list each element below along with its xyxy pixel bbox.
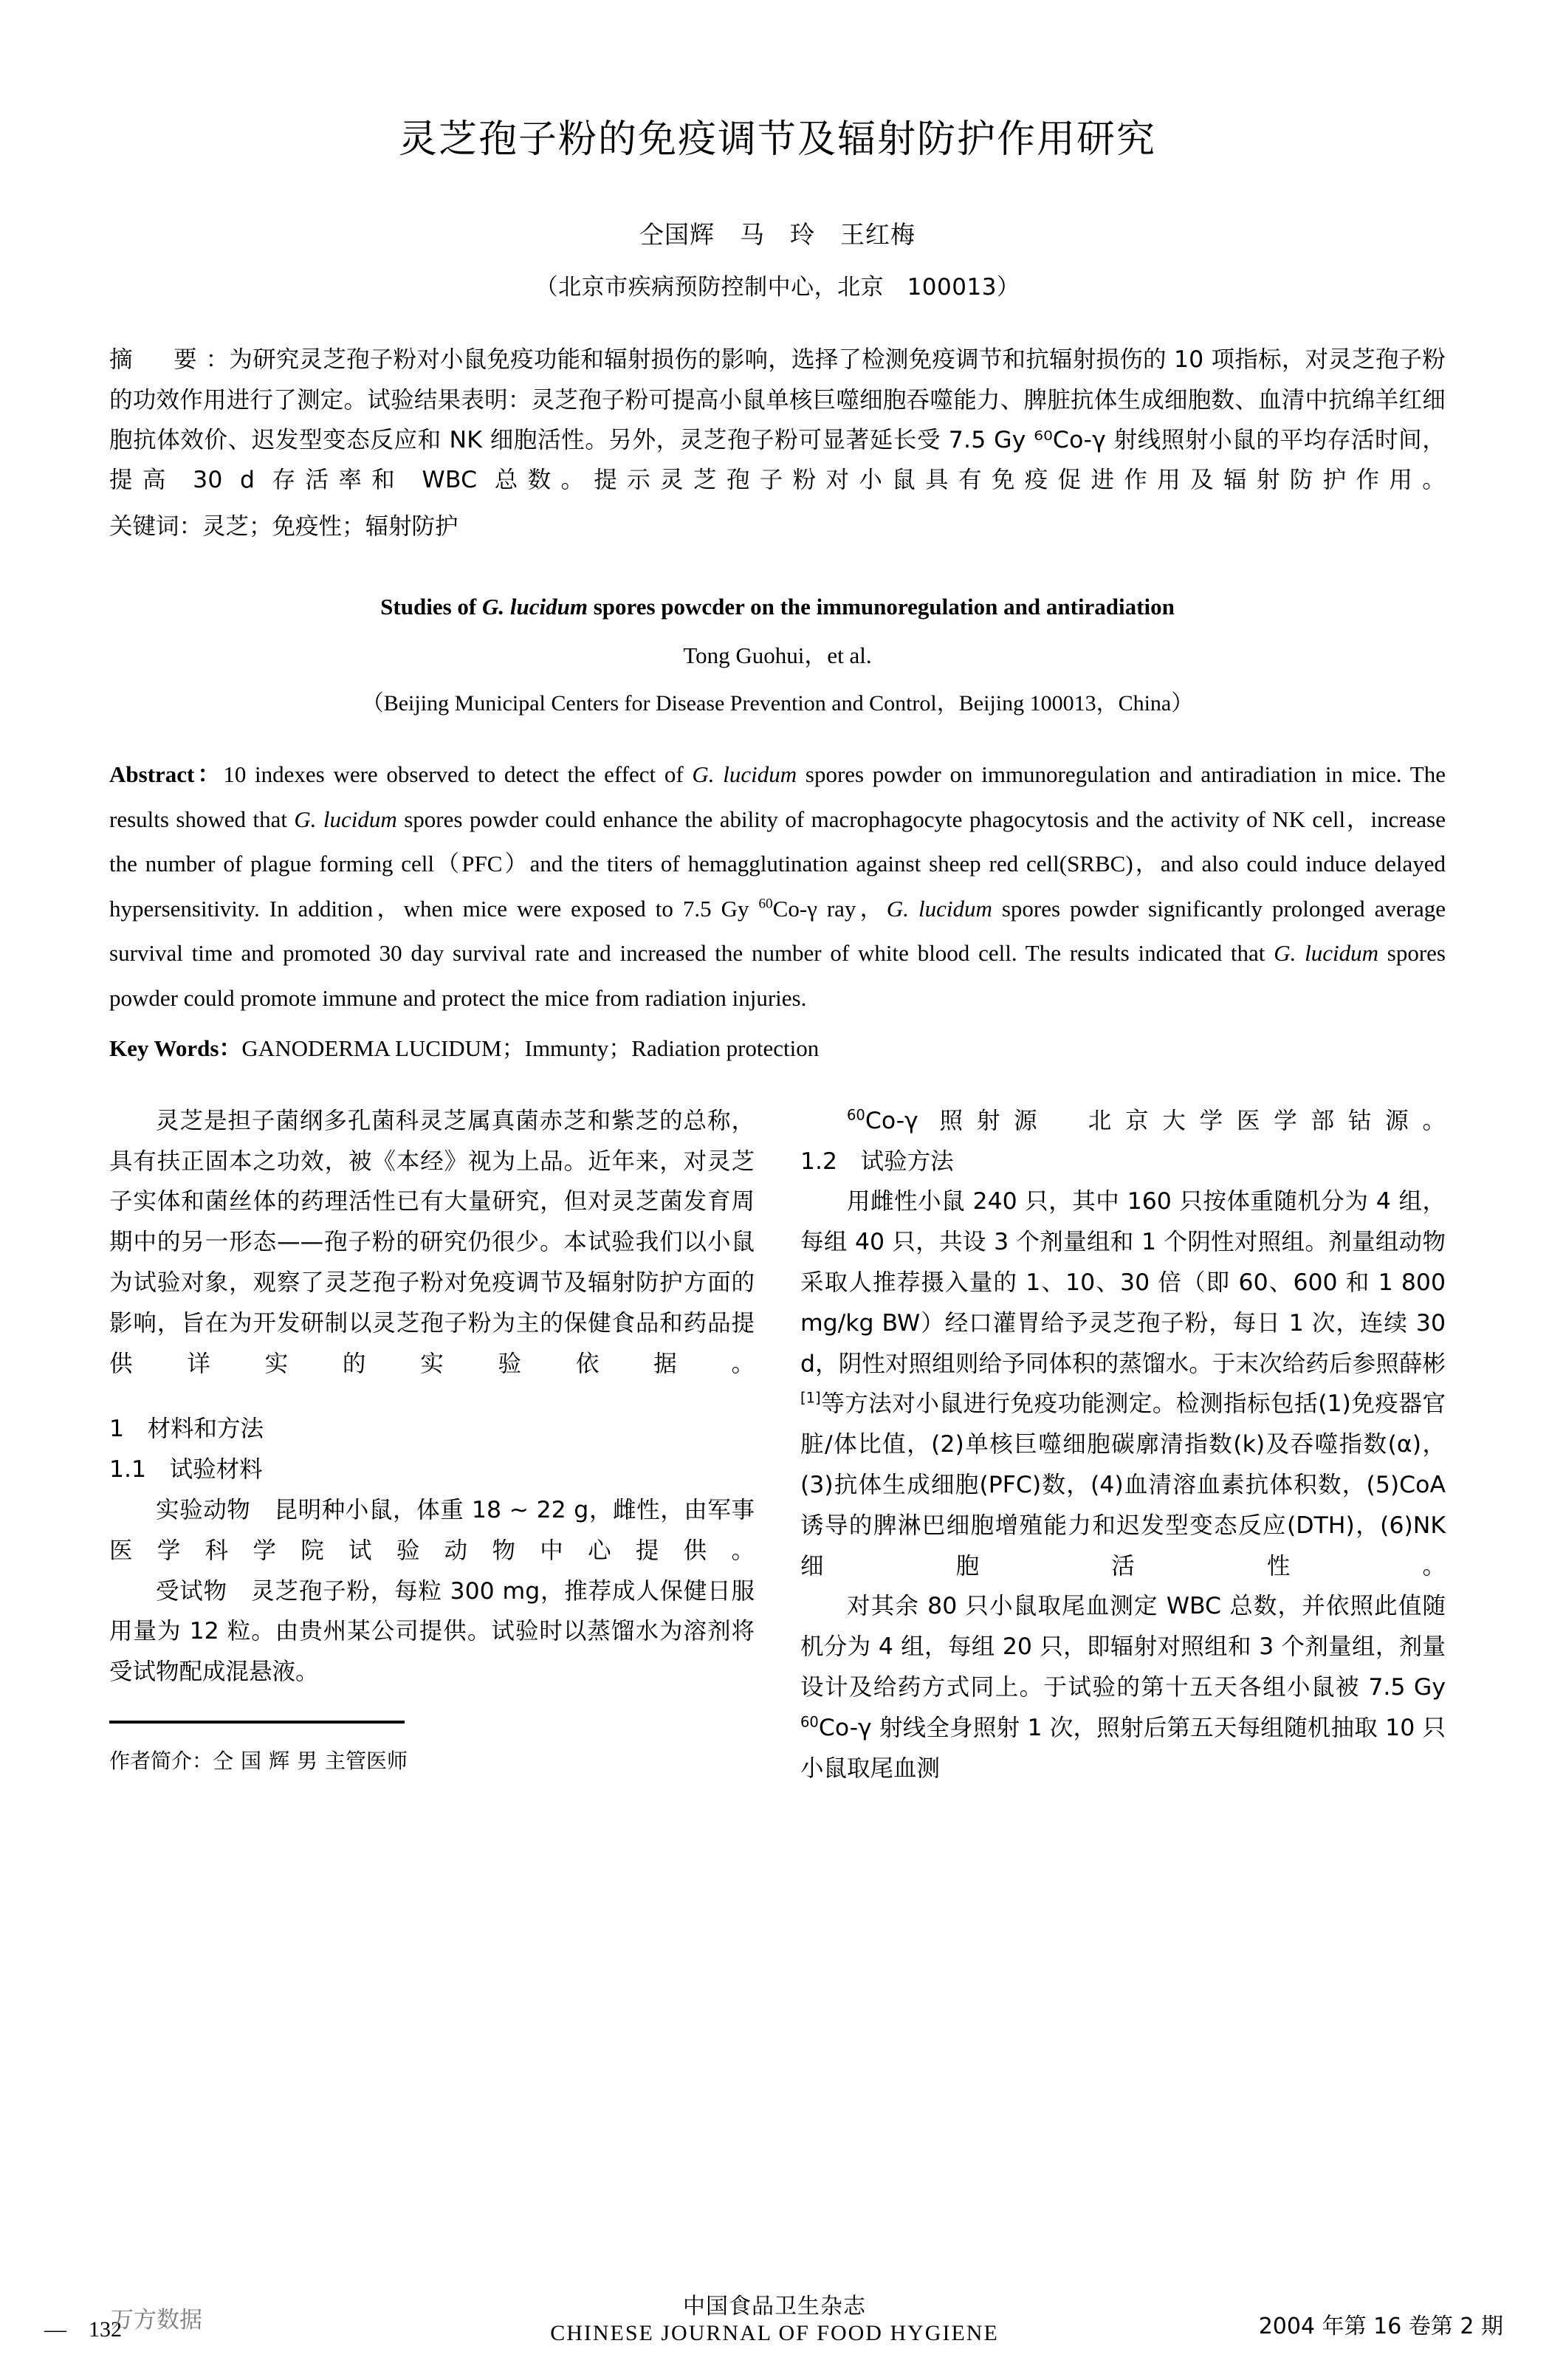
column-right	[800, 1101, 1446, 1789]
body-columns	[109, 1101, 1446, 1789]
text-wbc-b: Co-γ 射线全身照射 1 次，照射后第五天每组随机抽取 10 只小鼠取尾血测	[800, 1714, 1446, 1782]
page-footer	[0, 2259, 1549, 2348]
label-test-animals: 实验动物	[156, 1496, 251, 1523]
footnote-divider	[109, 1721, 405, 1724]
abstract-cn-label: 摘 要	[109, 346, 206, 374]
citation-reference-1: [1]	[800, 1389, 821, 1407]
text-wbc-a: 对其余 80 只小鼠取尾血测定 WBC 总数，并依照此值随机分为 4 组，每组 20 只，即辐射对照组和 3 个剂量组，剂量设计及给药方式同上。于试验的第十五天各组小鼠被 7.5 Gy	[800, 1593, 1446, 1701]
en-title-part1: Studies of	[380, 593, 482, 620]
abstract-en-d: Co-γ ray，	[772, 895, 887, 922]
journal-name-cn: 中国食品卫生杂志	[683, 2293, 866, 2319]
isotope-superscript-wbc: 60	[800, 1713, 819, 1731]
section-heading-1: 1 材料和方法	[109, 1416, 264, 1443]
section-heading-1-2: 1.2 试验方法	[800, 1148, 954, 1175]
abstract-en-a: 10 indexes were observed to detect the effect of	[223, 761, 693, 788]
isotope-superscript-source: 60	[847, 1106, 865, 1124]
wanfang-watermark: 万方数据	[111, 2307, 202, 2333]
author-bio-sex: 男	[297, 1748, 326, 1773]
en-species-1: G. lucidum	[692, 761, 797, 788]
keywords-cn: 关键词：灵芝；免疫性；辐射防护	[109, 513, 458, 541]
paragraph-radiation-source	[800, 1101, 1446, 1142]
paragraph-methods	[800, 1182, 1446, 1586]
affiliation-cn: （北京市疾病预防控制中心，北京 100013）	[535, 274, 1020, 301]
author-bio-title: 主管医师	[325, 1748, 408, 1773]
keywords-en-label: Key Words：	[109, 1035, 242, 1062]
page-title-en	[109, 591, 1446, 623]
abstract-cn	[109, 340, 1446, 500]
column-left	[109, 1101, 755, 1789]
text-methods-b: 等方法对小鼠进行免疫功能测定。检测指标包括(1)免疫器官脏/体比值，(2)单核巨噬细胞碳廓清指数(k)及吞噬指数(α)，(3)抗体生成细胞(PFC)数，(4)血清溶血素抗体积数，(5)CoA 诱导的脾淋巴细胞增殖能力和迟发型变态反应(DTH)，(6)NK 细胞活性。	[800, 1390, 1446, 1580]
abstract-en	[109, 752, 1446, 1021]
abstract-en-f: spores powder could promote immune and protect the mice from radiation injuries.	[109, 940, 1446, 1011]
isotope-superscript-en: 60	[758, 896, 773, 912]
page-number: — 132	[44, 2317, 122, 2342]
abstract-en-e: spores powder significantly prolonged average survival time and promoted 30 day survival rate and increased the number of white blood cell. The results indicated that	[109, 895, 1446, 967]
author-bio-name: 仝国辉	[213, 1748, 298, 1773]
paragraph-wbc	[800, 1586, 1446, 1789]
en-title-species: G. lucidum	[481, 593, 588, 620]
paragraph-intro: 灵芝是担子菌纲多孔菌科灵芝属真菌赤芝和紫芝的总称，具有扶正固本之功效，被《本经》视为上品。近年来，对灵芝子实体和菌丝体的药理活性已有大量研究，但对灵芝菌发育周期中的另一形态——孢子粉的研究仍很少。本试验我们以小鼠为试验对象，观察了灵芝孢子粉对免疫调节及辐射防护方面的影响，旨在为开发研制以灵芝孢子粉为主的保健食品和药品提供详实的实验依据。	[109, 1107, 755, 1377]
paragraph-test-substance	[109, 1571, 755, 1693]
author-bio	[109, 1746, 755, 1777]
keywords-en	[109, 1029, 1446, 1069]
abstract-en-label: Abstract：	[109, 761, 224, 788]
author-bio-label: 作者简介：	[109, 1748, 213, 1773]
abstract-en-b: spores powder on immunoregulation and antiradiation in mice. The results showed that	[109, 761, 1446, 832]
text-methods-a: 用雌性小鼠 240 只，其中 160 只按体重随机分为 4 组，每组 40 只，共设 3 个剂量组和 1 个阴性对照组。剂量组动物采取人推荐摄入量的 1、10、30 倍（即 60、600 和 1 800 mg/kg BW）经口灌胃给予灵芝孢子粉，每日 1 次，连续 30 d，阴性对照组则给予同体积的蒸馏水。于末次给药后参照薛彬	[800, 1188, 1446, 1377]
text-test-animals: 昆明种小鼠，体重 18 ~ 22 g，雌性，由军事医学科学院试验动物中心提供。	[109, 1496, 755, 1564]
section-heading-1-1: 1.1 试验材料	[109, 1456, 263, 1484]
en-species-2: G. lucidum	[294, 806, 397, 832]
en-species-3: G. lucidum	[886, 895, 992, 922]
keywords-en-body: GANODERMA LUCIDUM；Immunty；Radiation protection	[241, 1035, 820, 1062]
en-title-part2: spores powcder on the immunoregulation and antiradiation	[587, 593, 1175, 620]
label-test-substance: 受试物	[156, 1577, 227, 1605]
page-content	[109, 0, 1446, 1789]
spacer	[109, 1384, 755, 1409]
affiliation-en: （Beijing Municipal Centers for Disease Prevention and Control，Beijing 100013，China）	[361, 691, 1194, 716]
abstract-en-c: spores powder could enhance the ability of macrophagocyte phagocytosis and the activity of NK cell，increase the number of plague forming cell（PFC）and the titers of hemagglutination against sheep red cell(SRBC)，and also could induce delayed hypersensitivity. In addition，when mice were exposed to 7.5 Gy	[109, 806, 1446, 922]
journal-name-en: CHINESE JOURNAL OF FOOD HYGIENE	[550, 2321, 999, 2346]
abstract-cn-body: ：为研究灵芝孢子粉对小鼠免疫功能和辐射损伤的影响，选择了检测免疫调节和抗辐射损伤的 10 项指标，对灵芝孢子粉的功效作用进行了测定。试验结果表明：灵芝孢子粉可提高小鼠单核巨噬细胞吞噬能力、脾脏抗体生成细胞数、血清中抗绵羊红细胞抗体效价、迟发型变态反应和 NK 细胞活性。另外，灵芝孢子粉可显著延长受 7.5 Gy ⁶⁰Co‑γ 射线照射小鼠的平均存活时间，提高 30 d 存活率和 WBC 总数。提示灵芝孢子粉对小鼠具有免疫促进作用及辐射防护作用。	[109, 346, 1446, 493]
issue-info: 2004 年第 16 卷第 2 期	[1258, 2314, 1503, 2339]
author-list-cn: 仝国辉 马 玲 王红梅	[639, 220, 916, 250]
author-list-en: Tong Guohui，et al.	[683, 642, 872, 669]
paragraph-animals	[109, 1490, 755, 1571]
en-species-4: G. lucidum	[1274, 940, 1378, 967]
page-title: 灵芝孢子粉的免疫调节及辐射防护作用研究	[398, 117, 1156, 162]
text-test-substance: 灵芝孢子粉，每粒 300 mg，推荐成人保健日服用量为 12 粒。由贵州某公司提供。试验时以蒸馏水为溶剂将受试物配成混悬液。	[109, 1577, 755, 1686]
text-radiation-source: Co-γ 照射源 北京大学医学部钴源。	[865, 1107, 1446, 1134]
